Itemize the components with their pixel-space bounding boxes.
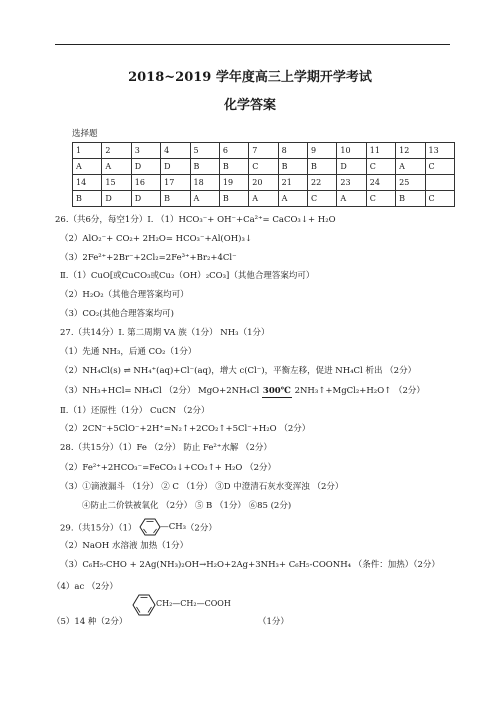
q29-line-1 xyxy=(60,520,217,536)
grid-cell: 21 xyxy=(278,175,307,191)
grid-cell: B xyxy=(219,159,248,175)
q29-line-5a: （5）14 种（2分） xyxy=(52,617,128,627)
toluene-structure xyxy=(139,520,187,536)
phenylpropanoic-acid-structure xyxy=(132,594,272,618)
grid-cell: C xyxy=(366,159,395,175)
grid-cell: B xyxy=(219,191,248,207)
q26-line-5: （2）H₂O₂（其他合理答案均可） xyxy=(60,290,189,300)
q29-line-5b: （1分） xyxy=(258,617,289,627)
grid-cell: A xyxy=(396,159,425,175)
q27-line-4-part-c: 2NH₃↑+MgCl₂+H₂O↑ （2分） xyxy=(294,386,425,396)
q26-line-4: Ⅱ.（1）CuO[或CuCO₃或Cu₂（OH）₂CO₃]（其他合理答案均可） xyxy=(60,271,315,281)
grid-cell: 10 xyxy=(337,143,366,159)
q28-line-3: （3）①滴液漏斗 （1分） ② C （1分） ③D 中澄清石灰水变浑浊 （2分） xyxy=(60,482,344,492)
q27-line-4 xyxy=(60,386,425,397)
grid-row xyxy=(73,191,455,207)
grid-cell: D xyxy=(337,159,366,175)
grid-row xyxy=(73,159,455,175)
grid-cell: B xyxy=(161,191,190,207)
grid-cell: C xyxy=(249,159,278,175)
q27-line-5: Ⅱ.（1）还原性（1分） CuCN （2分） xyxy=(60,406,210,416)
grid-cell: C xyxy=(425,191,455,207)
grid-cell: 7 xyxy=(249,143,278,159)
q27-line-6: （2）2CN⁻+5ClO⁻+2H⁺=N₂↑+2CO₂↑+5Cl⁻+H₂O （2分） xyxy=(60,424,311,434)
reaction-condition-300c: 300℃ xyxy=(262,386,291,396)
grid-cell: C xyxy=(366,191,395,207)
grid-cell: 15 xyxy=(102,175,131,191)
grid-cell: 3 xyxy=(131,143,160,159)
top-rule xyxy=(55,44,450,45)
grid-cell: 11 xyxy=(366,143,395,159)
grid-cell: 5 xyxy=(190,143,219,159)
grid-cell: 12 xyxy=(396,143,425,159)
grid-cell: B xyxy=(278,159,307,175)
page-title: 2018~2019 学年度高三上学期开学考试 xyxy=(128,70,372,85)
grid-cell xyxy=(425,175,455,191)
grid-cell: 6 xyxy=(219,143,248,159)
answer-grid xyxy=(72,142,455,207)
grid-cell: 18 xyxy=(190,175,219,191)
grid-cell: A xyxy=(278,191,307,207)
grid-cell: 2 xyxy=(102,143,131,159)
grid-cell: 17 xyxy=(161,175,190,191)
q26-line-3: （3）2Fe²⁺+2Br⁻+2Cl₂=2Fe³⁺+Br₂+4Cl⁻ xyxy=(60,253,237,263)
grid-cell: A xyxy=(102,159,131,175)
q29-line-2: （2）NaOH 水溶液 加热（1分） xyxy=(60,541,189,551)
grid-row xyxy=(73,143,455,159)
grid-cell: A xyxy=(249,191,278,207)
q27-line-3: （2）NH₄Cl(s) ⇌ NH₄⁺(aq)+Cl⁻(aq)，增大 c(Cl⁻)，平衡左移，促进 NH₄Cl 析出 （2分） xyxy=(60,366,417,376)
methyl-group: —CH₃ xyxy=(160,522,187,532)
grid-cell: D xyxy=(102,191,131,207)
grid-cell: 25 xyxy=(396,175,425,191)
q27-line-4-part-a: （3）NH₃+HCl= NH₄Cl （2分） MgO+2NH₄Cl xyxy=(60,386,260,396)
q26-line-6: （3）CO₂(其他合理答案均可) xyxy=(60,309,174,319)
q27-line-2: （1）先通 NH₃，后通 CO₂（1分） xyxy=(60,347,197,357)
grid-cell: D xyxy=(161,159,190,175)
q28-line-2: （2）Fe²⁺+2HCO₃⁻=FeCO₃↓+CO₂↑+ H₂O （2分） xyxy=(60,463,277,473)
grid-cell: 8 xyxy=(278,143,307,159)
q27-line-1: 27.（共14分）I. 第二周期 VA 族（1分） NH₃（1分） xyxy=(60,328,270,338)
grid-cell: 23 xyxy=(337,175,366,191)
grid-cell: A xyxy=(73,159,102,175)
grid-cell: B xyxy=(190,159,219,175)
grid-cell: 20 xyxy=(249,175,278,191)
q28-line-4: ④防止二价铁被氧化 （2分） ⑤ B （1分） ⑥85 (2分) xyxy=(82,501,292,511)
grid-cell: C xyxy=(425,159,455,175)
q26-line-2: （2）AlO₂⁻+ CO₂+ 2H₂O= HCO₃⁻+Al(OH)₃↓ xyxy=(60,234,252,244)
q28-line-1: 28.（共15分）（1）Fe （2分） 防止 Fe²⁺水解 （2分） xyxy=(60,443,272,453)
benzene-ring-icon xyxy=(132,594,156,616)
q29-line-4: （4）ac （2分） xyxy=(52,582,118,592)
grid-cell: 16 xyxy=(131,175,160,191)
side-chain: CH₂—CH₂—COOH xyxy=(156,599,231,608)
grid-cell: A xyxy=(337,191,366,207)
grid-cell: B xyxy=(308,159,337,175)
section-label: 选择题 xyxy=(72,129,98,139)
grid-cell: A xyxy=(190,191,219,207)
grid-cell: 1 xyxy=(73,143,102,159)
grid-cell: 22 xyxy=(308,175,337,191)
grid-cell: C xyxy=(308,191,337,207)
grid-row xyxy=(73,175,455,191)
grid-cell: 14 xyxy=(73,175,102,191)
q29-line-1-score: （2分） xyxy=(185,523,217,534)
benzene-ring-icon xyxy=(139,518,161,536)
grid-cell: D xyxy=(131,191,160,207)
grid-cell: 24 xyxy=(366,175,395,191)
grid-cell: 19 xyxy=(219,175,248,191)
grid-cell: B xyxy=(396,191,425,207)
page-subtitle: 化学答案 xyxy=(223,98,276,113)
q29-line-3: （3）C₆H₅-CHO + 2Ag(NH₃)₂OH→H₂O+2Ag+3NH₃+ C₆H₅-COONH₄ （条件：加热）（2分） xyxy=(60,560,440,570)
grid-cell: 13 xyxy=(425,143,455,159)
grid-cell: 9 xyxy=(308,143,337,159)
grid-cell: 4 xyxy=(161,143,190,159)
grid-cell: B xyxy=(73,191,102,207)
q29-line-1-prefix: 29.（共15分）（1） xyxy=(60,523,137,534)
grid-cell: D xyxy=(131,159,160,175)
q26-line-1: 26.（共6分，每空1分）I. （1）HCO₃⁻+ OH⁻+Ca²⁺= CaCO₃↓+ H₂O xyxy=(55,215,336,225)
